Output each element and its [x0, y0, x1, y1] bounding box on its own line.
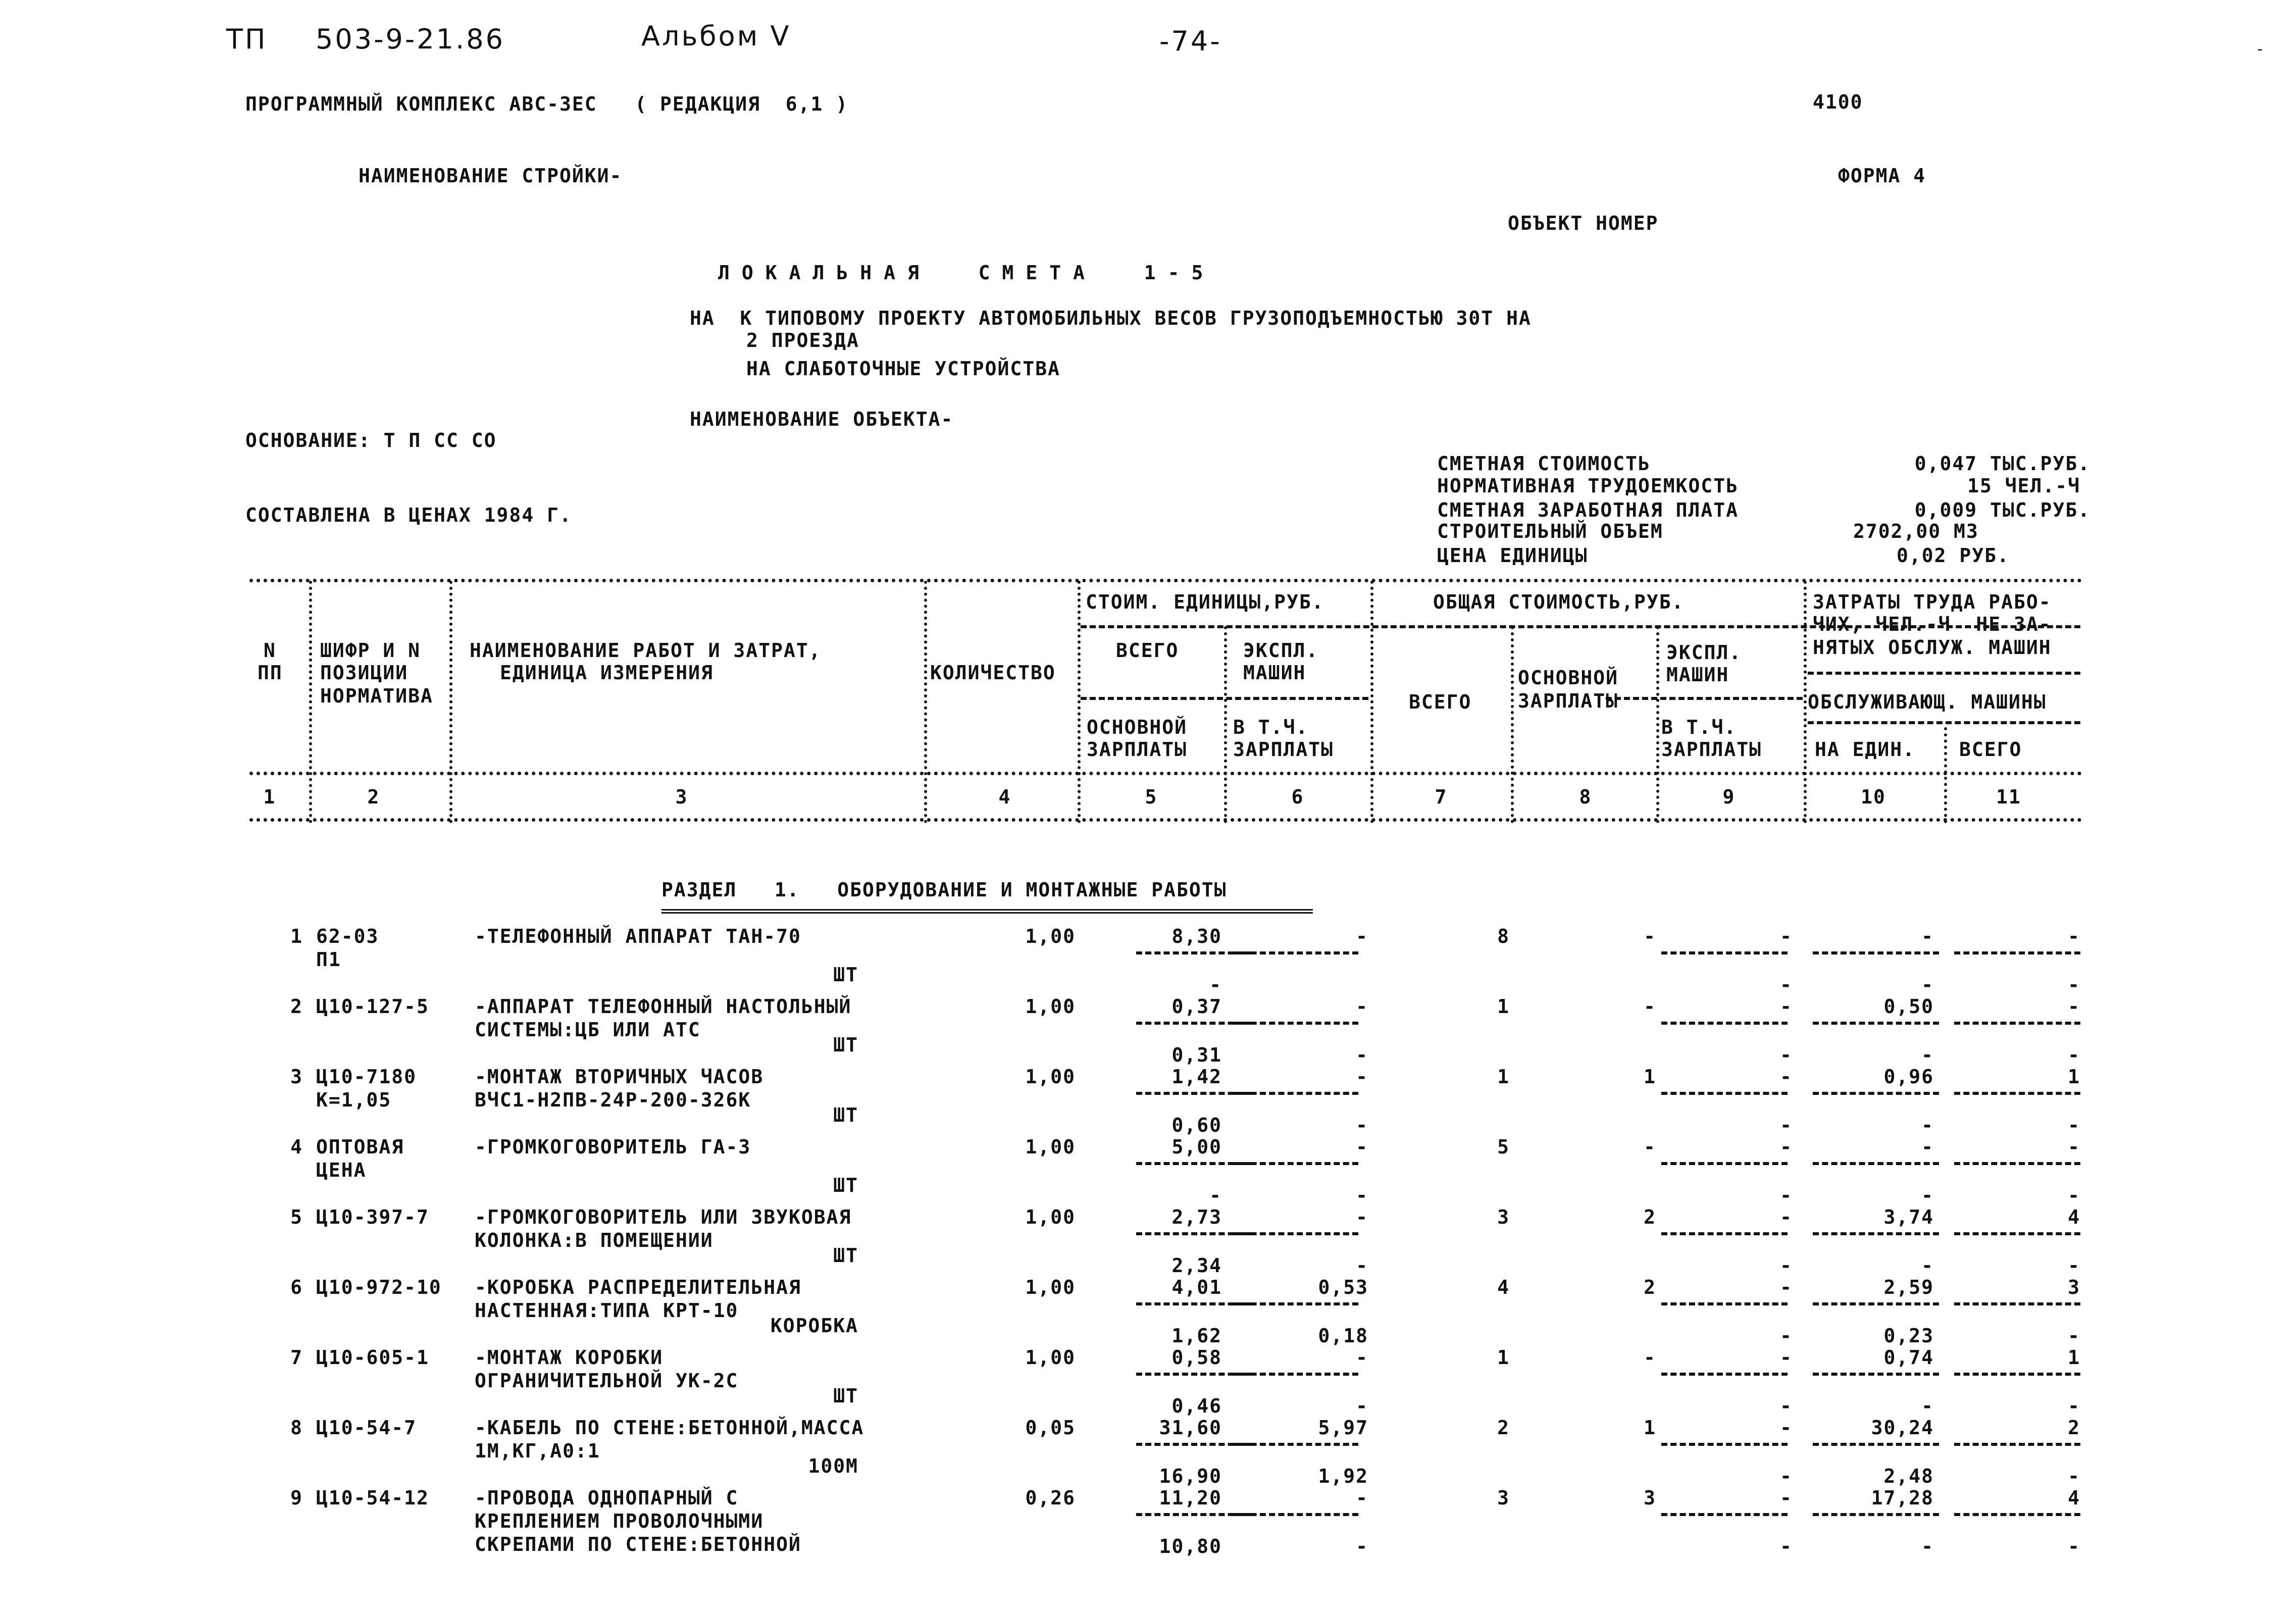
row-quantity: 0,26	[1025, 1487, 1076, 1509]
row-total-machine: -	[1780, 1487, 1793, 1509]
header-cell: ШИФР И N	[320, 639, 421, 662]
row-unit-machine: -	[1356, 1487, 1368, 1509]
row-unit-machine-wage: -	[1356, 1114, 1368, 1136]
row-total-wage: 2	[1644, 1206, 1656, 1228]
header-cell: ЗАРПЛАТЫ	[1087, 738, 1188, 761]
column-number: 7	[1435, 786, 1448, 808]
row-quantity: 1,00	[1025, 1346, 1076, 1369]
column-number: 3	[675, 786, 688, 808]
row-number: 7	[290, 1346, 303, 1369]
row-number: 9	[290, 1487, 303, 1509]
header-cell: МАШИН	[1666, 664, 1729, 686]
row-code: К=1,05	[316, 1089, 392, 1111]
row-name: СКРЕПАМИ ПО СТЕНЕ:БЕТОННОЙ	[475, 1533, 801, 1555]
basis-label: ОСНОВАНИЕ: Т П СС СО	[245, 429, 497, 451]
header-cell: ПОЗИЦИИ	[320, 662, 409, 684]
header-cell: НА ЕДИН.	[1815, 738, 1916, 761]
row-labor-unit-service: -	[1921, 1395, 1934, 1417]
summary-value: 0,047 ТЫС.РУБ.	[1914, 452, 2090, 475]
summary-value: 0,009 ТЫС.РУБ.	[1914, 499, 2090, 521]
cell-separator	[1954, 1232, 2080, 1235]
cell-separator	[1954, 1022, 2080, 1025]
row-code: Ц10-127-5	[316, 995, 429, 1018]
row-labor-unit: 0,74	[1883, 1346, 1934, 1369]
row-quantity: 1,00	[1025, 995, 1076, 1018]
cell-separator	[1232, 1513, 1358, 1516]
row-code: 62-03	[316, 925, 379, 947]
column-number: 9	[1722, 786, 1736, 808]
summary-value: 2702,00 М3	[1853, 520, 1979, 542]
corner-mark: -	[2257, 40, 2265, 58]
column-number: 8	[1579, 786, 1592, 808]
cell-separator	[1954, 1302, 2080, 1305]
row-labor-unit: 0,50	[1883, 995, 1934, 1018]
row-labor-total: -	[2068, 1136, 2080, 1158]
rule	[1370, 581, 1373, 823]
row-unit-total: 11,20	[1159, 1487, 1222, 1509]
row-unit-total: 2,73	[1171, 1206, 1222, 1228]
row-unit-machine: 5,97	[1318, 1417, 1368, 1439]
row-quantity: 1,00	[1025, 1276, 1076, 1298]
row-code: ОПТОВАЯ	[316, 1136, 404, 1158]
row-unit-machine-wage: 1,92	[1318, 1465, 1368, 1487]
row-total-machine: -	[1780, 1276, 1793, 1298]
row-labor-total-service: -	[2068, 1395, 2080, 1417]
row-unit-machine: -	[1356, 995, 1368, 1018]
row-name: СИСТЕМЫ:ЦБ ИЛИ АТС	[475, 1019, 701, 1041]
program-info: ПРОГРАММНЫЙ КОМПЛЕКС АВС-3ЕС ( РЕДАКЦИЯ 6,1 )	[245, 93, 849, 115]
row-number: 6	[290, 1276, 303, 1298]
header-cell: ПП	[258, 662, 283, 684]
row-unit-wage: 10,80	[1159, 1535, 1222, 1557]
row-unit-total: 0,37	[1171, 995, 1222, 1018]
row-name: -МОНТАЖ КОРОБКИ	[475, 1346, 664, 1369]
album-label: Альбом V	[641, 20, 791, 52]
row-labor-total: 4	[2068, 1206, 2080, 1228]
row-total: 8	[1497, 925, 1510, 947]
cell-separator	[1954, 951, 2080, 954]
row-total-machine-wage: -	[1780, 1325, 1793, 1347]
rule	[1606, 697, 1803, 700]
cell-separator	[1661, 951, 1788, 954]
row-labor-total: 1	[2068, 1066, 2080, 1088]
row-labor-total: 4	[2068, 1487, 2080, 1509]
subtitle-line-2: 2 ПРОЕЗДА	[746, 329, 859, 351]
cell-separator	[1954, 1373, 2080, 1376]
header-cell: ЗАТРАТЫ ТРУДА РАБО-	[1813, 591, 2052, 613]
row-name: -ТЕЛЕФОННЫЙ АППАРАТ ТАН-70	[475, 925, 801, 947]
row-total-machine: -	[1780, 1346, 1793, 1369]
summary-label: СМЕТНАЯ СТОИМОСТЬ	[1437, 452, 1651, 475]
header-cell: N	[264, 639, 276, 662]
row-labor-unit: -	[1921, 925, 1934, 947]
column-number: 2	[367, 786, 380, 808]
estimate-title: ЛОКАЛЬНАЯ СМЕТА 1-5	[718, 262, 1215, 284]
row-total-machine: -	[1780, 995, 1793, 1018]
cell-separator	[1954, 1092, 2080, 1095]
row-code: Ц10-397-7	[316, 1206, 429, 1228]
row-quantity: 1,00	[1025, 1136, 1076, 1158]
row-labor-unit-service: 2,48	[1883, 1465, 1934, 1487]
row-labor-unit: -	[1921, 1136, 1934, 1158]
summary-label: НОРМАТИВНАЯ ТРУДОЕМКОСТЬ	[1437, 475, 1739, 497]
row-labor-unit: 30,24	[1871, 1417, 1934, 1439]
row-total-machine-wage: -	[1780, 1395, 1793, 1417]
row-labor-total-service: -	[2068, 974, 2080, 996]
cell-separator	[1813, 1092, 1939, 1095]
cell-separator	[1813, 1022, 1939, 1025]
row-labor-unit-service: -	[1921, 1254, 1934, 1277]
row-name: -ГРОМКОГОВОРИТЕЛЬ ИЛИ ЗВУКОВАЯ	[475, 1206, 852, 1228]
row-name: КОЛОНКА:В ПОМЕЩЕНИИ	[475, 1229, 713, 1251]
row-labor-total-service: -	[2068, 1114, 2080, 1136]
cell-separator	[1813, 951, 1939, 954]
header-cell: ЗАРПЛАТЫ	[1661, 738, 1762, 761]
header-cell: НЯТЫХ ОБСЛУЖ. МАШИН	[1813, 636, 2052, 659]
row-unit-wage: 2,34	[1171, 1254, 1222, 1277]
header-cell: ЧИХ, ЧЕЛ.-Ч НЕ ЗА-	[1813, 613, 2052, 635]
row-unit: КОРОБКА	[770, 1315, 858, 1337]
row-labor-total-service: -	[2068, 1325, 2080, 1347]
row-number: 1	[290, 925, 303, 947]
section-underline	[661, 909, 1313, 914]
cell-separator	[1661, 1513, 1788, 1516]
row-unit-total: 1,42	[1171, 1066, 1222, 1088]
row-labor-total-service: -	[2068, 1535, 2080, 1557]
row-unit: ШТ	[833, 1034, 858, 1056]
row-code: Ц10-605-1	[316, 1346, 429, 1369]
cell-separator	[1813, 1302, 1939, 1305]
header-cell: В Т.Ч.	[1233, 716, 1309, 738]
prices-label: СОСТАВЛЕНА В ЦЕНАХ 1984 Г.	[245, 504, 572, 526]
row-total-machine-wage: -	[1780, 1465, 1793, 1487]
cell-separator	[1954, 1513, 2080, 1516]
row-unit: ШТ	[833, 1244, 858, 1267]
summary-label: ЦЕНА ЕДИНИЦЫ	[1437, 544, 1588, 567]
row-quantity: 1,00	[1025, 1066, 1076, 1088]
row-labor-total-service: -	[2068, 1044, 2080, 1066]
row-code: П1	[316, 948, 341, 971]
row-number: 8	[290, 1417, 303, 1439]
row-unit-total: 0,58	[1171, 1346, 1222, 1369]
row-name: 1М,КГ,А0:1	[475, 1440, 600, 1462]
row-unit: ШТ	[833, 1104, 858, 1126]
header-cell: СТОИМ. ЕДИНИЦЫ,РУБ.	[1086, 591, 1324, 613]
row-number: 5	[290, 1206, 303, 1228]
cell-separator	[1232, 1232, 1358, 1235]
cell-separator	[1813, 1232, 1939, 1235]
header-cell: ОСНОВНОЙ	[1518, 667, 1619, 689]
row-unit: ШТ	[833, 1385, 858, 1407]
row-total-wage: -	[1644, 1346, 1656, 1369]
cell-separator	[1954, 1443, 2080, 1446]
cell-separator	[1661, 1302, 1788, 1305]
row-labor-unit-service: -	[1921, 1044, 1934, 1066]
row-unit: ШТ	[833, 964, 858, 986]
row-unit-machine: -	[1356, 1206, 1368, 1228]
rule	[924, 581, 927, 823]
summary-value: 15 ЧЕЛ.-Ч	[1967, 475, 2080, 497]
column-number: 11	[1996, 786, 2021, 808]
header-cell: ОБЩАЯ СТОИМОСТЬ,РУБ.	[1433, 591, 1685, 613]
row-code: Ц10-972-10	[316, 1276, 442, 1298]
cell-separator	[1661, 1022, 1788, 1025]
header-cell: ВСЕГО	[1959, 738, 2022, 761]
tp-number: 503-9-21.86	[316, 23, 505, 55]
row-name: -АППАРАТ ТЕЛЕФОННЫЙ НАСТОЛЬНЫЙ	[475, 995, 852, 1018]
row-labor-unit: 3,74	[1883, 1206, 1934, 1228]
rule	[1656, 626, 1659, 823]
cell-separator	[1661, 1162, 1788, 1165]
row-total: 4	[1497, 1276, 1510, 1298]
header-cell: НАИМЕНОВАНИЕ РАБОТ И ЗАТРАТ,	[470, 639, 822, 662]
row-labor-total-service: -	[2068, 1465, 2080, 1487]
row-unit-wage: 0,31	[1171, 1044, 1222, 1066]
construction-name-label: НАИМЕНОВАНИЕ СТРОЙКИ-	[359, 165, 623, 187]
row-name: КРЕПЛЕНИЕМ ПРОВОЛОЧНЫМИ	[475, 1510, 764, 1532]
page-number: -74-	[1159, 25, 1222, 57]
column-number: 5	[1145, 786, 1158, 808]
row-unit-machine-wage: -	[1356, 1395, 1368, 1417]
row-unit-wage: 1,62	[1171, 1325, 1222, 1347]
column-number: 10	[1861, 786, 1886, 808]
row-unit-total: 8,30	[1171, 925, 1222, 947]
row-name: -ПРОВОДА ОДНОПАРНЫЙ С	[475, 1487, 739, 1509]
row-total-wage: 3	[1644, 1487, 1656, 1509]
row-unit-total: 4,01	[1171, 1276, 1222, 1298]
cell-separator	[1232, 1443, 1358, 1446]
row-name: ОГРАНИЧИТЕЛЬНОЙ УК-2С	[475, 1370, 739, 1392]
cell-separator	[1813, 1373, 1939, 1376]
row-unit-machine-wage: 0,18	[1318, 1325, 1368, 1347]
row-total: 1	[1497, 1066, 1510, 1088]
cell-separator	[1661, 1232, 1788, 1235]
row-name: ВЧС1-Н2ПВ-24Р-200-326К	[475, 1089, 751, 1111]
row-total-machine-wage: -	[1780, 1184, 1793, 1206]
header-cell: ЕДИНИЦА ИЗМЕРЕНИЯ	[500, 662, 713, 684]
cell-separator	[1661, 1443, 1788, 1446]
row-unit: ШТ	[833, 1174, 858, 1196]
rule	[249, 772, 2082, 775]
row-unit-wage: 16,90	[1159, 1465, 1222, 1487]
row-unit-machine: -	[1356, 1346, 1368, 1369]
header-cell: ВСЕГО	[1409, 691, 1472, 713]
row-number: 2	[290, 995, 303, 1018]
header-cell: МАШИН	[1243, 662, 1306, 684]
row-unit-machine: -	[1356, 1136, 1368, 1158]
row-labor-unit: 0,96	[1883, 1066, 1934, 1088]
row-quantity: 1,00	[1025, 925, 1076, 947]
cell-separator	[1954, 1162, 2080, 1165]
summary-value: 0,02 РУБ.	[1897, 544, 2010, 567]
row-total-wage: -	[1644, 925, 1656, 947]
cell-separator	[1232, 1092, 1358, 1095]
row-labor-unit-service: -	[1921, 1184, 1934, 1206]
cell-separator	[1661, 1373, 1788, 1376]
rule	[309, 581, 312, 823]
cell-separator	[1813, 1513, 1939, 1516]
row-total: 1	[1497, 995, 1510, 1018]
row-unit-wage: 0,46	[1171, 1395, 1222, 1417]
row-code: Ц10-54-12	[316, 1487, 429, 1509]
rule	[1944, 727, 1947, 823]
row-total-machine-wage: -	[1780, 974, 1793, 996]
cell-separator	[1813, 1162, 1939, 1165]
row-total-machine: -	[1780, 925, 1793, 947]
row-unit-machine-wage: -	[1356, 1535, 1368, 1557]
row-name: -КАБЕЛЬ ПО СТЕНЕ:БЕТОННОЙ,МАССА	[475, 1417, 864, 1439]
row-labor-unit-service: -	[1921, 974, 1934, 996]
header-cell: ЭКСПЛ.	[1243, 639, 1319, 662]
row-labor-unit-service: 0,23	[1883, 1325, 1934, 1347]
header-cell: ОБСЛУЖИВАЮЩ. МАШИНЫ	[1808, 691, 2047, 713]
rule	[1808, 672, 2080, 675]
row-number: 4	[290, 1136, 303, 1158]
form-label: ФОРМА 4	[1838, 165, 1926, 187]
cell-separator	[1232, 951, 1358, 954]
row-total-wage: 1	[1644, 1066, 1656, 1088]
header-cell: ОСНОВНОЙ	[1087, 716, 1188, 738]
object-name-label: НАИМЕНОВАНИЕ ОБЪЕКТА-	[690, 408, 954, 430]
summary-label: СМЕТНАЯ ЗАРАБОТНАЯ ПЛАТА	[1437, 499, 1739, 521]
rule	[1224, 626, 1227, 823]
row-labor-total: 1	[2068, 1346, 2080, 1369]
row-total: 5	[1497, 1136, 1510, 1158]
row-unit-machine: 0,53	[1318, 1276, 1368, 1298]
row-total-machine-wage: -	[1780, 1535, 1793, 1557]
row-name: -ГРОМКОГОВОРИТЕЛЬ ГА-3	[475, 1136, 751, 1158]
header-cell: ЗАРПЛАТЫ	[1518, 690, 1619, 712]
subtitle-line-1: НА К ТИПОВОМУ ПРОЕКТУ АВТОМОБИЛЬНЫХ ВЕСОВ ГРУЗОПОДЪЕМНОСТЬЮ 30Т НА	[690, 307, 1532, 329]
row-code: Ц10-54-7	[316, 1417, 417, 1439]
rule	[1804, 581, 1807, 823]
cell-separator	[1232, 1162, 1358, 1165]
rule	[249, 579, 2082, 582]
header-cell: НОРМАТИВА	[320, 685, 433, 707]
row-unit-machine-wage: -	[1356, 1044, 1368, 1066]
row-code: Ц10-7180	[316, 1066, 417, 1088]
row-total: 1	[1497, 1346, 1510, 1369]
tp-label: ТП	[226, 23, 268, 55]
row-unit-wage: -	[1209, 974, 1222, 996]
row-labor-total: -	[2068, 995, 2080, 1018]
row-unit-wage: 0,60	[1171, 1114, 1222, 1136]
summary-label: СТРОИТЕЛЬНЫЙ ОБЪЕМ	[1437, 520, 1663, 542]
row-quantity: 1,00	[1025, 1206, 1076, 1228]
column-number: 4	[998, 786, 1011, 808]
object-number-label: ОБЪЕКТ НОМЕР	[1508, 212, 1659, 234]
column-number: 1	[263, 786, 276, 808]
doc-code: 4100	[1813, 91, 1863, 113]
row-total-wage: 2	[1644, 1276, 1656, 1298]
row-unit-machine: -	[1356, 1066, 1368, 1088]
row-name: -КОРОБКА РАСПРЕДЕЛИТЕЛЬНАЯ	[475, 1276, 801, 1298]
cell-separator	[1232, 1302, 1358, 1305]
row-labor-total: 3	[2068, 1276, 2080, 1298]
row-total: 3	[1497, 1487, 1510, 1509]
row-total: 3	[1497, 1206, 1510, 1228]
row-labor-unit-service: -	[1921, 1114, 1934, 1136]
row-total: 2	[1497, 1417, 1510, 1439]
row-labor-unit-service: -	[1921, 1535, 1934, 1557]
row-total-wage: -	[1644, 1136, 1656, 1158]
row-unit-machine-wage: -	[1356, 1184, 1368, 1206]
row-labor-total-service: -	[2068, 1184, 2080, 1206]
cell-separator	[1232, 1373, 1358, 1376]
header-cell: ЗАРПЛАТЫ	[1233, 738, 1334, 761]
row-unit-wage: -	[1209, 1184, 1222, 1206]
row-total-machine: -	[1780, 1066, 1793, 1088]
row-unit-machine-wage: -	[1356, 1254, 1368, 1277]
row-unit-machine: -	[1356, 925, 1368, 947]
row-unit-total: 5,00	[1171, 1136, 1222, 1158]
rule	[1808, 721, 2080, 724]
rule	[449, 581, 452, 823]
row-unit: 100М	[808, 1455, 858, 1477]
row-quantity: 0,05	[1025, 1417, 1076, 1439]
rule	[1078, 581, 1081, 823]
row-code: ЦЕНА	[316, 1159, 367, 1181]
row-total-wage: -	[1644, 995, 1656, 1018]
row-labor-total-service: -	[2068, 1254, 2080, 1277]
row-labor-unit: 17,28	[1871, 1487, 1934, 1509]
cell-separator	[1813, 1443, 1939, 1446]
row-unit-total: 31,60	[1159, 1417, 1222, 1439]
section-title: РАЗДЕЛ 1. ОБОРУДОВАНИЕ И МОНТАЖНЫЕ РАБОТЫ	[661, 879, 1227, 901]
rule	[249, 818, 2082, 822]
row-name: НАСТЕННАЯ:ТИПА КРТ-10	[475, 1299, 739, 1322]
row-labor-unit: 2,59	[1883, 1276, 1934, 1298]
header-cell: КОЛИЧЕСТВО	[930, 662, 1056, 684]
row-total-machine-wage: -	[1780, 1044, 1793, 1066]
row-total-machine: -	[1780, 1417, 1793, 1439]
row-total-wage: 1	[1644, 1417, 1656, 1439]
row-total-machine: -	[1780, 1136, 1793, 1158]
header-cell: ЭКСПЛ.	[1666, 641, 1742, 664]
row-labor-total: 2	[2068, 1417, 2080, 1439]
row-total-machine: -	[1780, 1206, 1793, 1228]
cell-separator	[1661, 1092, 1788, 1095]
row-name: -МОНТАЖ ВТОРИЧНЫХ ЧАСОВ	[475, 1066, 764, 1088]
row-labor-total: -	[2068, 925, 2080, 947]
column-number: 6	[1291, 786, 1304, 808]
subtitle-line-3: НА СЛАБОТОЧНЫЕ УСТРОЙСТВА	[746, 358, 1060, 380]
header-cell: ВСЕГО	[1116, 639, 1179, 662]
row-number: 3	[290, 1066, 303, 1088]
cell-separator	[1232, 1022, 1358, 1025]
rule	[1511, 626, 1514, 823]
header-cell: В Т.Ч.	[1661, 716, 1737, 738]
row-total-machine-wage: -	[1780, 1114, 1793, 1136]
row-total-machine-wage: -	[1780, 1254, 1793, 1277]
